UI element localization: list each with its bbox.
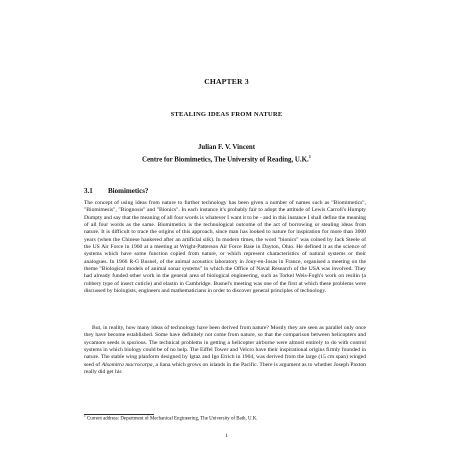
section-title: Biomimetics?	[108, 187, 149, 195]
chapter-heading: CHAPTER 3	[204, 77, 249, 86]
body-paragraph-2	[84, 325, 366, 376]
author-name: Julian F. V. Vincent	[197, 144, 256, 151]
body-paragraph-1: The concept of using ideas from nature to further technology has been given a number of names such as "Biomimetics", "Biomimesis", "Biognosis" and "Bionics". In each instance it's probably fair to adopt the attitude of Lewis Carroll's Humpty Dumpty and say that the meaning of all four words is whatever I want it to be - and in this instance I shall define the meaning of all four words as the same. Biomimetics is the technological outcome of the act of borrowing or stealing ideas from nature. It is difficult to trace the origins of this approach, since man has looked to nature for inspiration for more than 3000 years (when the Chinese hankered after an artificial silk). In modern times, the word "bionics" was coined by Jack Steele of the US Air Force in 1960 at a meeting at Wright-Patterson Air Force Base in Dayton, Ohio. He defined it as the science of systems which have some function copied from nature, or which represent characteristics of natural systems or their analogues. In 1966 R-G Busnel, of the animal acoustics laboratory in Jouy-en-Josas in France, organised a meeting on the theme "Biological models of animal sonar systems" in which the Office of Naval Research of the USA was involved. They had already funded other work in the general area of biological engineering, such as Torkel Weis-Fogh's work on resilin (a rubbery type of insect cuticle) and elastin in Cambridge. Busnel's meeting was one of the first at which these problems were discussed by biologists, engineers and mathematicians in order to discover general principles of technology.	[84, 200, 366, 295]
footnote-rule	[84, 414, 154, 415]
section-heading	[84, 187, 148, 195]
affiliation-footnote-marker: 1	[308, 154, 311, 159]
chapter-title: STEALING IDEAS FROM NATURE	[170, 111, 283, 118]
page-number: 1	[225, 433, 228, 439]
footnote	[84, 416, 366, 423]
paragraph-2-text-b: , a liana which grows on islands in the Pacific. There is argument as to whether Joseph Paxton really did get his	[84, 361, 366, 376]
footnote-marker: 1	[84, 414, 86, 418]
affiliation-text: Centre for Biomimetics, The University of Reading, U.K.	[142, 156, 309, 164]
section-number: 3.1	[84, 187, 93, 195]
author-affiliation	[0, 154, 453, 163]
footnote-text: Current address: Department of Mechanical Engineering, The University of Bath, U.K.	[85, 416, 258, 422]
species-name: Alsomitra macrocarpa	[101, 361, 153, 368]
paragraph-2-text-a: But, in reality, how many ideas of technology have been derived from nature? Mostly they are seen as parallel only once they have become established. Some have definitely not come from nature, so that the comparison between helicopters and sycamore seeds is spurious. The technical problems in getting a helicopter airborne were almost entirely to do with control systems in which biology could be of no help. The Eiffel Tower and Velcro have their inspirational origins firmly founded in nature. The stable wing planform designed by Igtaz and Igo Etrich in 1904, was derived from the large (15 cm span) winged seed of	[84, 325, 366, 368]
